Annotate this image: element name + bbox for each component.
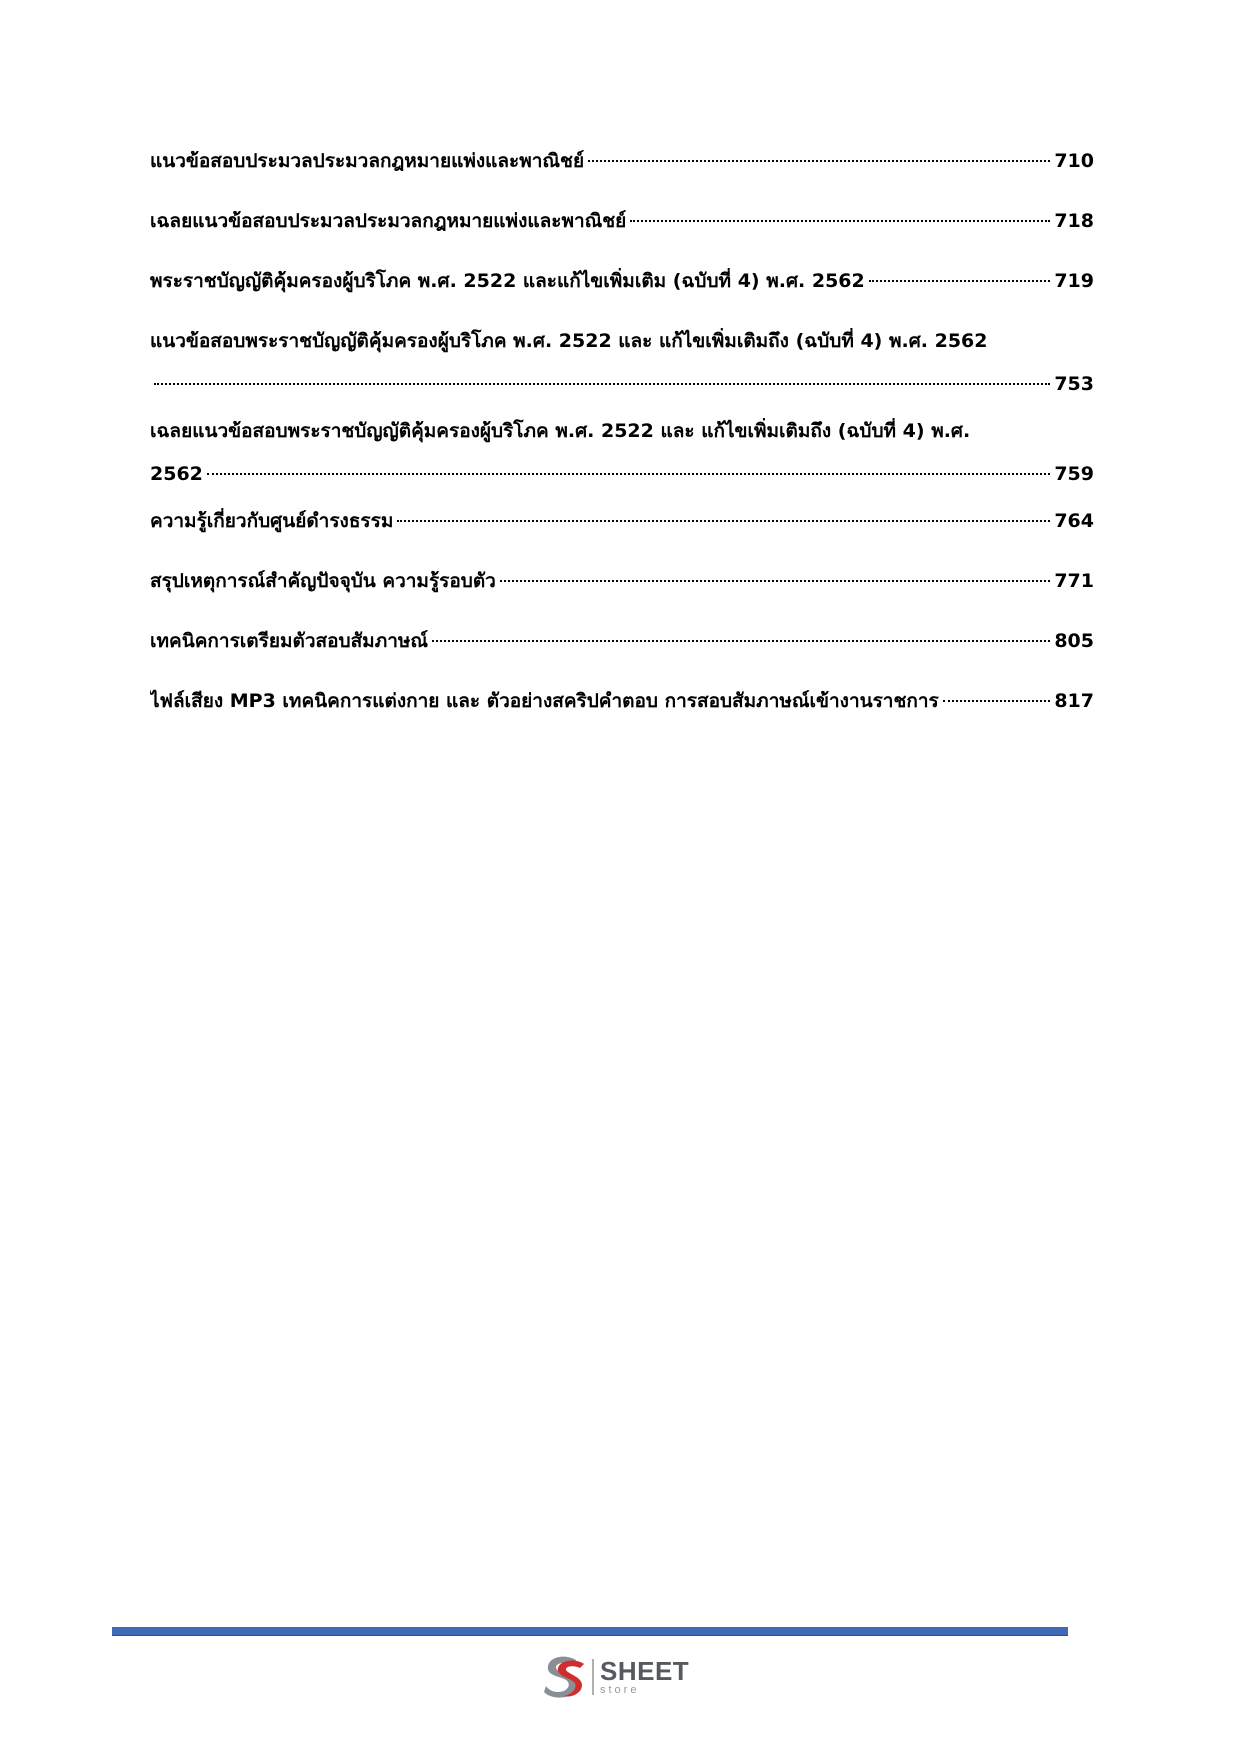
toc-entry[interactable] bbox=[150, 508, 1094, 535]
toc-entry[interactable] bbox=[150, 328, 1094, 398]
logo-word: SHEET bbox=[600, 1656, 690, 1686]
toc-entry-title-continued: 2562 bbox=[150, 463, 203, 485]
footer-divider-bar bbox=[112, 1627, 1068, 1636]
toc-entry[interactable] bbox=[150, 268, 1094, 295]
toc-entry[interactable] bbox=[150, 148, 1094, 175]
toc-entry-title: เฉลยแนวข้อสอบพระราชบัญญัติคุ้มครองผู้บริโภค พ.ศ. 2522 และ แก้ไขเพิ่มเติมถึง (ฉบับที่ 4) พ.ศ. bbox=[150, 420, 971, 442]
toc-entry-page: 759 bbox=[1054, 463, 1094, 485]
toc-entry-title: เฉลยแนวข้อสอบประมวลประมวลกฎหมายแพ่งและพาณิชย์ bbox=[150, 210, 627, 232]
toc-entry-page: 718 bbox=[1054, 210, 1094, 232]
dot-leader bbox=[630, 220, 1050, 222]
toc-entry-title: แนวข้อสอบประมวลประมวลกฎหมายแพ่งและพาณิชย์ bbox=[150, 150, 585, 172]
dot-leader bbox=[943, 700, 1051, 702]
toc-entry-title: สรุปเหตุการณ์สำคัญปัจจุบัน ความรู้รอบตัว bbox=[150, 570, 496, 592]
toc-entry-title: ความรู้เกี่ยวกับศูนย์ดำรงธรรม bbox=[150, 510, 394, 532]
dot-leader bbox=[207, 473, 1050, 475]
dot-leader bbox=[154, 383, 1050, 385]
toc-entry-page: 710 bbox=[1054, 150, 1094, 172]
dot-leader bbox=[397, 520, 1050, 522]
sheet-store-logo-icon bbox=[540, 1652, 588, 1702]
table-of-contents bbox=[150, 148, 1094, 748]
logo-wordmark bbox=[600, 1658, 689, 1696]
toc-entry-title: พระราชบัญญัติคุ้มครองผู้บริโภค พ.ศ. 2522 และแก้ไขเพิ่มเติม (ฉบับที่ 4) พ.ศ. 2562 bbox=[150, 270, 865, 292]
toc-entry-page: 764 bbox=[1054, 510, 1094, 532]
dot-leader bbox=[869, 280, 1051, 282]
toc-entry-page: 817 bbox=[1054, 690, 1094, 712]
dot-leader bbox=[432, 640, 1050, 642]
toc-entry[interactable] bbox=[150, 688, 1094, 715]
dot-leader bbox=[588, 160, 1050, 162]
dot-leader bbox=[500, 580, 1050, 582]
toc-entry-title: แนวข้อสอบพระราชบัญญัติคุ้มครองผู้บริโภค พ.ศ. 2522 และ แก้ไขเพิ่มเติมถึง (ฉบับที่ 4) พ.ศ. 2562 bbox=[150, 330, 988, 352]
toc-entry[interactable] bbox=[150, 628, 1094, 655]
logo-subtext: store bbox=[600, 1684, 640, 1696]
logo-separator bbox=[592, 1659, 594, 1695]
toc-entry-page: 753 bbox=[1054, 373, 1094, 395]
toc-entry-title: เทคนิคการเตรียมตัวสอบสัมภาษณ์ bbox=[150, 630, 429, 652]
toc-entry[interactable] bbox=[150, 208, 1094, 235]
toc-entry-title: ไฟล์เสียง MP3 เทคนิคการแต่งกาย และ ตัวอย่างสคริปคำตอบ การสอบสัมภาษณ์เข้างานราชการ bbox=[150, 690, 939, 712]
toc-entry[interactable] bbox=[150, 418, 1094, 488]
toc-entry-page: 805 bbox=[1054, 630, 1094, 652]
toc-entry-page: 719 bbox=[1054, 270, 1094, 292]
toc-entry[interactable] bbox=[150, 568, 1094, 595]
sheet-store-logo bbox=[540, 1652, 689, 1702]
toc-entry-page: 771 bbox=[1054, 570, 1094, 592]
